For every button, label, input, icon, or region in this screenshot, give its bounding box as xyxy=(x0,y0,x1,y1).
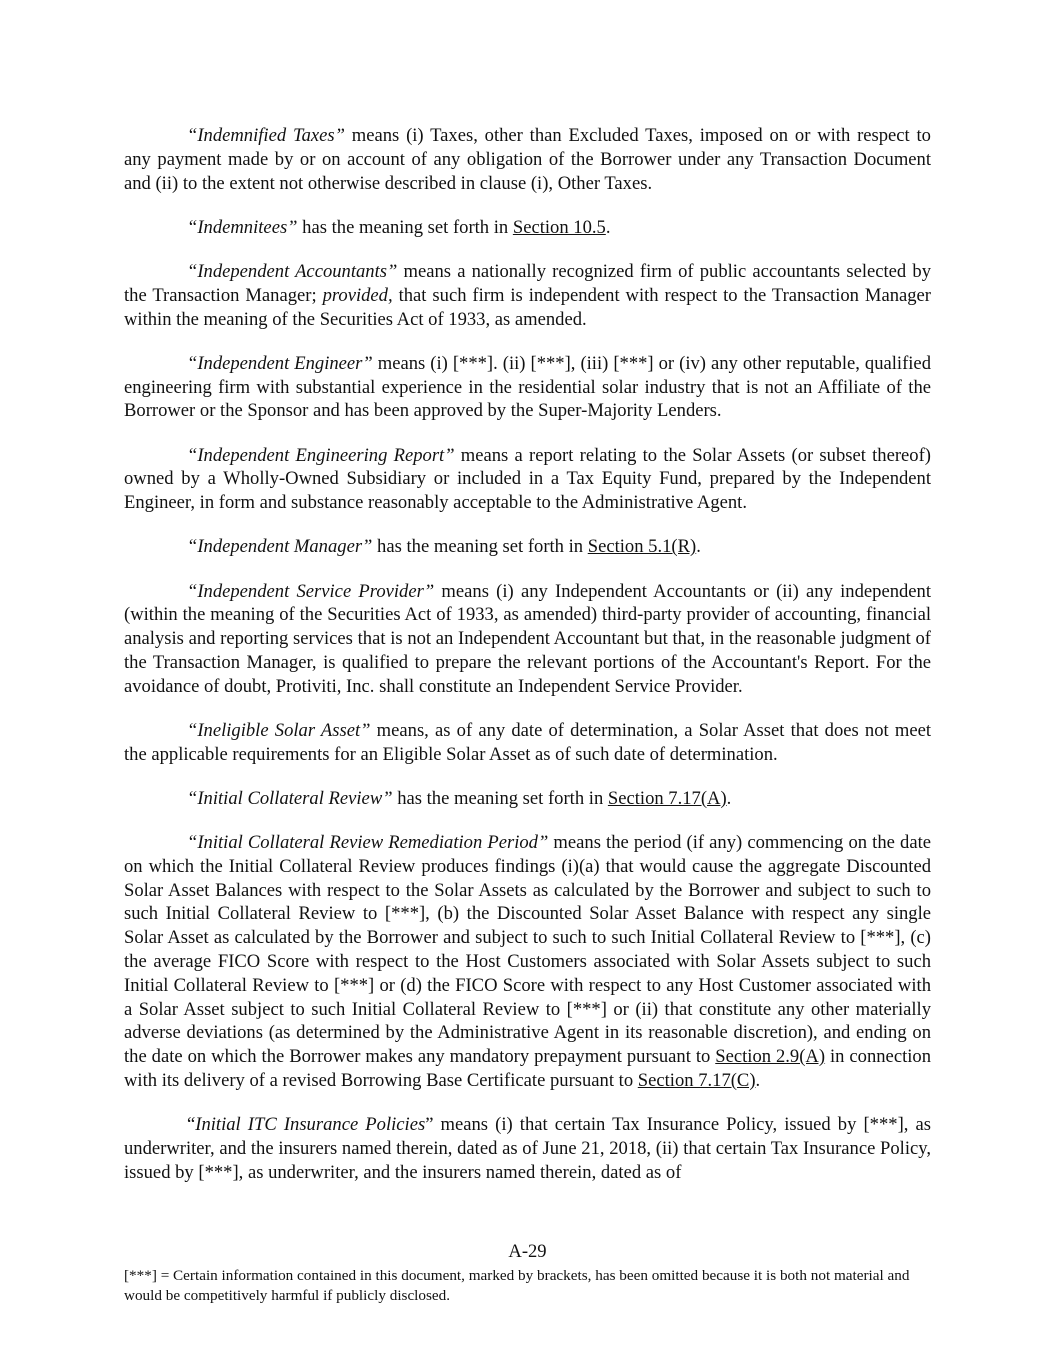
section-reference: Section 2.9(A) xyxy=(715,1046,826,1068)
confidentiality-footnote: [***] = Certain information contained in this document, marked by brackets, has been omitted because it is both not material and would be competitively harmful if publicly disclosed. xyxy=(124,1267,910,1304)
defined-term: “Independent Service Provider” xyxy=(187,580,435,602)
definition-independent-accountants xyxy=(124,260,931,331)
document-body xyxy=(124,124,931,1205)
defined-term: “Initial Collateral Review Remediation Period” xyxy=(187,832,549,854)
definition-text: means (i) that certain Tax Insurance Policy, issued by [***], as underwriter, and the insurers named therein, dated as of June 21, 2018, (ii) that certain Tax Insurance Policy, issued by [***], as underwriter, and the insurers named therein, dated as of xyxy=(124,1114,931,1183)
punctuation: . xyxy=(605,216,611,238)
definition-independent-manager xyxy=(124,535,931,559)
close-quote: ” xyxy=(425,1114,434,1136)
section-reference: Section 7.17(C) xyxy=(637,1070,756,1092)
defined-term: Initial ITC Insurance Policies xyxy=(195,1114,426,1136)
definition-text: means a nationally recognized firm of public accountants selected by the Transaction Manager; xyxy=(124,260,931,306)
defined-term: “Indemnified Taxes” xyxy=(187,125,345,146)
definition-independent-engineering-report xyxy=(124,444,931,515)
open-quote: “ xyxy=(187,1114,196,1136)
punctuation: . xyxy=(696,536,701,558)
definition-text: that such firm is independent with respect to the Transaction Manager within the meaning of the Securities Act of 1933, as amended. xyxy=(124,284,932,330)
definition-initial-collateral-review-remediation-period xyxy=(124,831,931,1093)
punctuation: . xyxy=(755,1070,761,1092)
definition-initial-collateral-review xyxy=(124,787,931,811)
punctuation: . xyxy=(726,787,732,809)
definition-indemnitees xyxy=(124,216,931,240)
defined-term: “Initial Collateral Review” xyxy=(187,787,393,809)
definition-text: means a report relating to the Solar Assets (or subset thereof) owned by a Wholly-Owned Subsidiary or included in a Tax Equity Fund, prepared by the Independent Engineer, in form and substance reasonably acceptable to the Administrative Agent. xyxy=(124,444,931,514)
defined-term: “Independent Accountants” xyxy=(187,260,398,282)
defined-term: “Indemnitees” xyxy=(187,216,298,238)
definition-text: means (i) any Independent Accountants or (ii) any independent (within the meaning of the Securities Act of 1933, as amended) third-party provider of accounting, financial analysis and reporting services that is not an Independent Accountant but that, in the reasonable judgment of the Transaction Manager, is qualified to prepare the relevant portions of the Accountant's Report. For the avoidance of doubt, Protiviti, Inc. shall constitute an Independent Service Provider. xyxy=(124,580,931,697)
definition-text: in connection with its delivery of a revised Borrowing Base Certificate pursuant to xyxy=(124,1046,931,1092)
section-reference: Section 7.17(A) xyxy=(607,787,727,809)
page-number: A-29 xyxy=(508,1241,547,1262)
definition-ineligible-solar-asset xyxy=(124,719,931,767)
definition-text: has the meaning set forth in xyxy=(372,536,588,558)
emphasis-text: provided, xyxy=(322,284,393,306)
definition-independent-service-provider xyxy=(124,580,931,699)
definition-initial-itc-insurance-policies xyxy=(124,1113,931,1184)
definition-indemnified-taxes xyxy=(124,124,931,195)
definition-text: means (i) [***]. (ii) [***], (iii) [***] or (iv) any other reputable, qualified engineering firm with substantial experience in the residential solar industry that is not an Affiliate of the Borrower or the Sponsor and has been approved by the Super-Majority Lenders. xyxy=(124,352,931,422)
defined-term: “Independent Engineering Report” xyxy=(187,444,455,466)
definition-text: means (i) Taxes, other than Excluded Taxes, imposed on or with respect to any payment made by or on account of any obligation of the Borrower under any Transaction Document and (ii) to the extent not otherwise described in clause (i), Other Taxes. xyxy=(124,125,931,194)
definition-text: has the meaning set forth in xyxy=(392,787,608,809)
section-reference: Section 10.5 xyxy=(512,216,606,238)
definition-independent-engineer xyxy=(124,352,931,423)
section-reference: Section 5.1(R) xyxy=(587,536,697,558)
definition-text: means the period (if any) commencing on the date on which the Initial Collateral Review produces findings (i)(a) that would cause the aggregate Discounted Solar Asset Balances with respect to the Solar Assets as calculated by the Borrower and subject to such to such Initial Collateral Review to [***], (b) the Discounted Solar Asset Balance with respect any single Solar Asset as calculated by the Borrower and subject to such to such Initial Collateral Review to [***], (c) the average FICO Score with respect to the Host Customers associated with Solar Assets subject to such Initial Collateral Review to [***] or (d) the FICO Score with respect to any Host Customer associated with a Solar Asset subject to such Initial Collateral Review to [***] or (ii) that constitute any other materially adverse deviations (as determined by the Administrative Agent in its reasonable discretion), and ending on the date on which the Borrower makes any mandatory prepayment pursuant to xyxy=(124,832,931,1068)
defined-term: “Independent Engineer” xyxy=(187,352,373,374)
defined-term: “Ineligible Solar Asset” xyxy=(187,719,371,741)
definition-text: means, as of any date of determination, a Solar Asset that does not meet the applicable requirements for an Eligible Solar Asset as of such date of determination. xyxy=(124,719,931,765)
definition-text: has the meaning set forth in xyxy=(297,216,513,238)
defined-term: “Independent Manager” xyxy=(187,536,373,558)
